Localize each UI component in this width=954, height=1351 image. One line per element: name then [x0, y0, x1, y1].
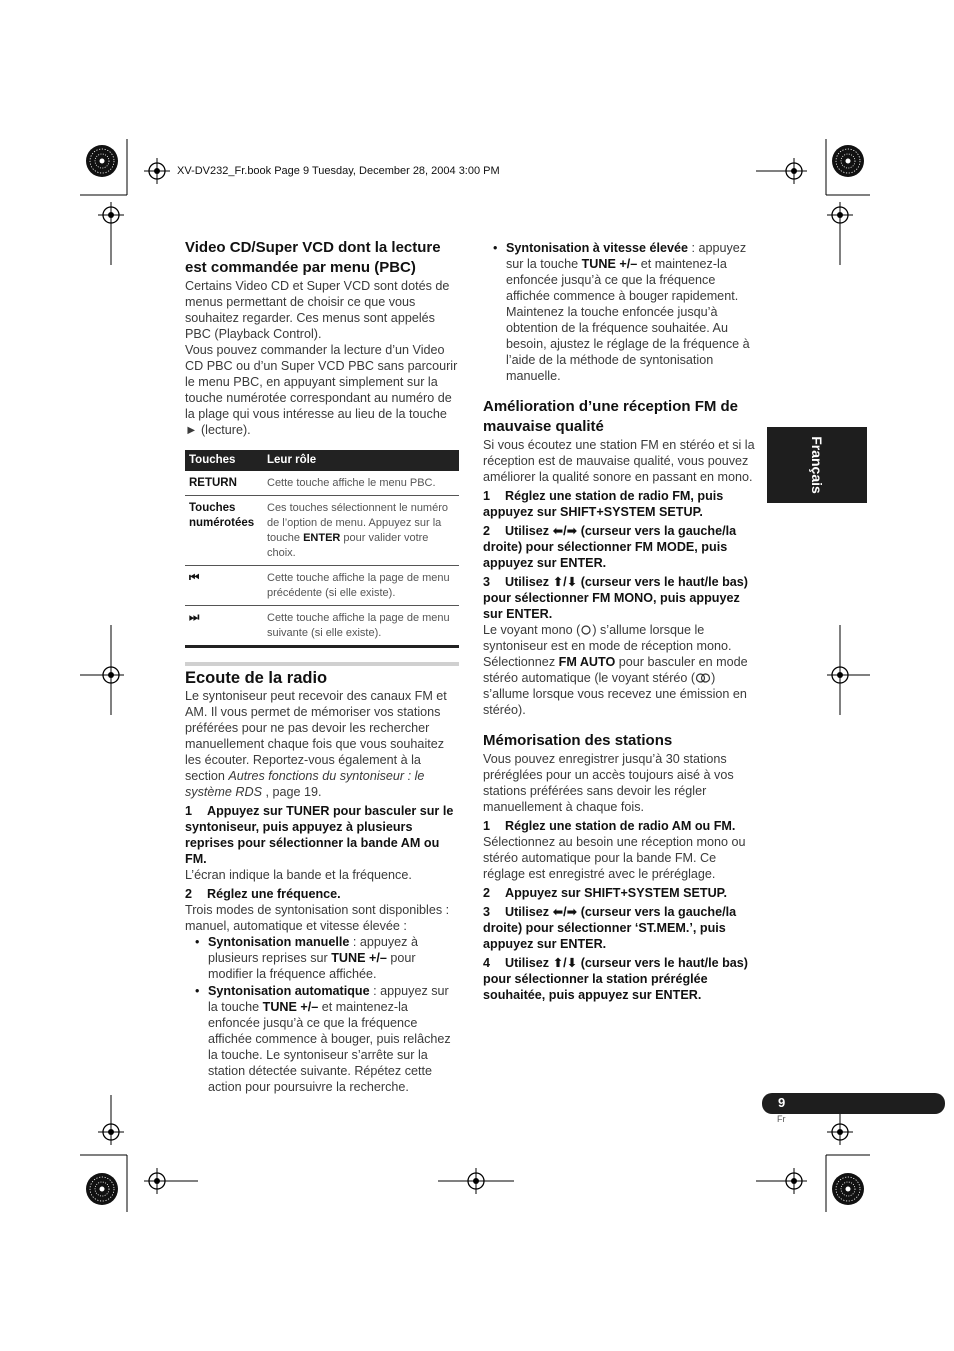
page-number-badge [762, 1093, 945, 1114]
fm-step-1: 1 Réglez une station de radio FM, puis appuyez sur SHIFT+SYSTEM SETUP. [483, 489, 724, 519]
fm-step-3: 3 Utilisez ⬆/⬇ (curseur vers le haut/le bas) pour sélectionner FM MONO, puis appuyez sur ENTER. [483, 575, 748, 621]
table-desc: Cette touche affiche le menu PBC. [263, 471, 459, 496]
left-right-arrows-icon: ⬅/➡ [552, 905, 578, 919]
radio-step-1: 1 Appuyez sur TUNER pour basculer sur le syntoniseur, puis appuyez à plusieurs reprises pour sélectionner la bande AM ou FM. [185, 804, 454, 866]
stereo-indicator-icon [695, 673, 711, 683]
language-label: Français [809, 436, 825, 494]
bullet-fast: • Syntonisation à vitesse élevée : appuyez sur la touche TUNE +/– et maintenez-la enfoncée jusqu’à ce que la fréquence affichée commence à bouger rapidement. Maintenez la touche enfoncée jusqu’à obtention de la fréquence souhaitée. Au besoin, ajustez le réglage de la fréquence à l’aide de la méthode de syntonisation manuelle. [493, 241, 750, 383]
pbc-title: Video CD/Super VCD dont la lecture est commandée par menu (PBC) [185, 239, 441, 276]
pbc-paragraph-1: Certains Video CD et Super VCD sont dotés de menus permettant de choisir ce que vous souhaitez regarder. Ces menus sont appelés PBC (Playback Control). [185, 279, 450, 341]
radio-step-2-note: Trois modes de syntonisation sont disponibles : manuel, automatique et vitesse élevée : [185, 903, 450, 933]
pbc-paragraph-2: Vous pouvez commander la lecture d’un Video CD PBC ou d’un Super VCD PBC sans parcourir le menu PBC, en appuyant simplement sur la touche numérotée correspondant au numéro de la plage qui vous intéresse au lieu de la touche ► (lecture). [185, 343, 458, 437]
table-header-role: Leur rôle [263, 450, 459, 471]
bullet-manual: • Syntonisation manuelle : appuyez à plusieurs reprises sur TUNE +/– pour modifier la fréquence affichée. [195, 935, 418, 981]
up-down-arrows-icon: ⬆/⬇ [552, 956, 578, 970]
table-header-keys: Touches [185, 450, 263, 471]
radio-step-2: 2 Réglez une fréquence. [185, 887, 341, 901]
page-language-code: Fr [777, 1114, 786, 1124]
table-key: Touches numérotées [185, 496, 263, 566]
mono-indicator-icon [580, 625, 592, 635]
radio-step-1-note: L’écran indique la bande et la fréquence. [185, 868, 412, 882]
table-row [185, 471, 459, 496]
table-desc: Cette touche affiche la page de menu suivante (si elle existe). [263, 606, 459, 647]
mem-intro: Vous pouvez enregistrer jusqu’à 30 stations préréglées pour un accès toujours aisé à vos stations préférées sans devoir les régler manuellement à chaque fois. [483, 752, 734, 814]
table-row [185, 566, 459, 606]
fm-intro: Si vous écoutez une station FM en stéréo et si la réception est de mauvaise qualité, vous pouvez améliorer la qualité sonore en passant en mono. [483, 438, 755, 484]
fm-note: Le voyant mono ( ) s’allume lorsque le syntoniseur est en mode de réception mono. Sélectionnez FM AUTO pour basculer en mode stéréo automatique (le voyant stéréo ( ) s’allume lorsque vous recevez une émission en stéréo). [483, 623, 748, 717]
table-row [185, 606, 459, 647]
mem-title: Mémorisation des stations [483, 732, 673, 749]
previous-page-icon: ⏮ [185, 566, 263, 606]
print-file-header: XV-DV232_Fr.book Page 9 Tuesday, December 28, 2004 3:00 PM [177, 165, 500, 177]
left-column [185, 238, 459, 1095]
mem-step-3: 3 Utilisez ⬅/➡ (curseur vers la gauche/la droite) pour sélectionner ‘ST.MEM.’, puis appuyez sur ENTER. [483, 905, 737, 951]
radio-intro: Le syntoniseur peut recevoir des canaux FM et AM. Il vous permet de mémoriser vos stations préférées pour ne pas devoir les rechercher manuellement chaque fois que vous souhaitez les écouter. Reportez-vous également à la section Autres fonctions du syntoniseur : le système RDS , page 19. [185, 689, 447, 799]
radio-title: Ecoute de la radio [185, 669, 328, 687]
table-desc: Ces touches sélectionnent le numéro de l’option de menu. Appuyez sur la touche ENTER pour valider votre choix. [263, 496, 459, 566]
language-side-tab [767, 427, 867, 503]
table-header-row [185, 450, 459, 471]
section-rule [185, 662, 459, 666]
fm-title: Amélioration d’une réception FM de mauvaise qualité [483, 398, 739, 435]
mem-step-4: 4 Utilisez ⬆/⬇ (curseur vers le haut/le bas) pour sélectionner la station préréglée souhaitée, puis appuyez sur ENTER. [483, 956, 748, 1002]
table-desc: Cette touche affiche la page de menu précédente (si elle existe). [263, 566, 459, 606]
mem-step-1: 1 Réglez une station de radio AM ou FM. [483, 819, 736, 833]
bullet-auto: • Syntonisation automatique : appuyez sur la touche TUNE +/– et maintenez-la enfoncée jusqu’à ce que la fréquence affichée commence à bouger, puis relâchez la touche. Le syntoniseur s’arrête sur la station détectée suivante. Répétez cette action pour poursuivre la recherche. [195, 984, 451, 1094]
left-right-arrows-icon: ⬅/➡ [552, 524, 578, 538]
mem-step-2: 2 Appuyez sur SHIFT+SYSTEM SETUP. [483, 886, 727, 900]
pbc-keys-table [185, 450, 459, 648]
page-number: 9 [778, 1095, 786, 1110]
next-page-icon: ⏭ [185, 606, 263, 647]
mem-step-1-note: Sélectionnez au besoin une réception mono ou stéréo automatique pour la bande FM. Ce réglage est enregistré avec le préréglage. [483, 835, 746, 881]
table-key: RETURN [185, 471, 263, 496]
fm-step-2: 2 Utilisez ⬅/➡ (curseur vers la gauche/la droite) pour sélectionner FM MODE, puis appuyez sur ENTER. [483, 524, 737, 570]
table-row [185, 496, 459, 566]
up-down-arrows-icon: ⬆/⬇ [552, 575, 578, 589]
right-column [483, 240, 757, 1003]
